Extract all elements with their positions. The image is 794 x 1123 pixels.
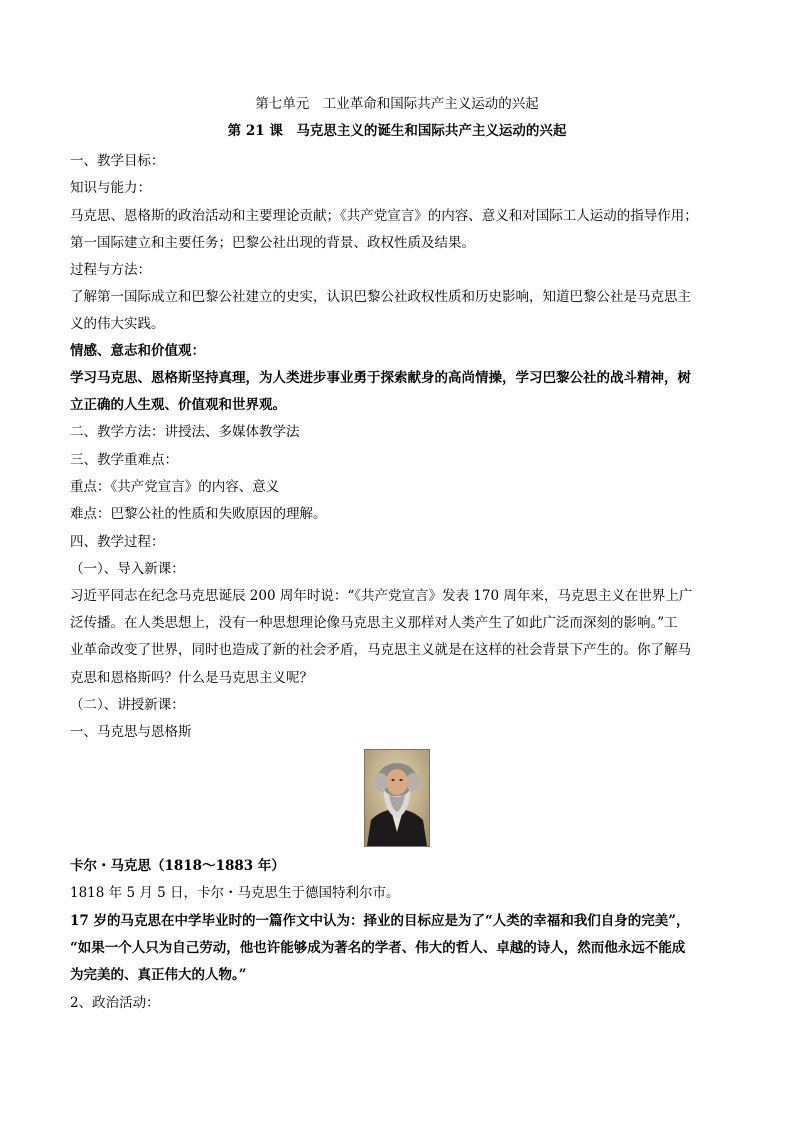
- unit-title: 第七单元 工业革命和国际共产主义运动的兴起: [255, 96, 539, 112]
- paragraph-line: “如果一个人只为自己劳动，他也许能够成为著名的学者、伟大的哲人、卓越的诗人，然而他永远不能成: [70, 940, 686, 956]
- paragraph-line: 泛传播。在人类思想上，没有一种思想理论像马克思主义那样对人类产生了如此广泛而深刻的影响。”工: [70, 615, 678, 631]
- paragraph-line: 义的伟大实践。: [70, 316, 165, 332]
- subheading-marx-engels: 一、马克思与恩格斯: [70, 724, 192, 740]
- paragraph-line: 1818 年 5 月 5 日，卡尔・马克思生于德国特利尔市。: [70, 885, 400, 901]
- subheading-political-activities: 2、政治活动：: [70, 995, 160, 1011]
- subheading-new-lesson: （二）、讲授新课：: [70, 697, 185, 713]
- lesson-title: 第 21 课 马克思主义的诞生和国际共产主义运动的兴起: [227, 123, 567, 139]
- paragraph-line: 立正确的人生观、价值观和世界观。: [70, 397, 286, 413]
- subheading-values: 情感、意志和价值观：: [70, 343, 205, 359]
- paragraph-line: 克思和恩格斯吗？什么是马克思主义呢？: [70, 670, 313, 686]
- paragraph-line: 第一国际建立和主要任务；巴黎公社出现的背景、政权性质及结果。: [70, 235, 475, 251]
- section-heading-objectives: 一、教学目标：: [70, 153, 165, 169]
- subheading-process: 过程与方法：: [70, 262, 151, 278]
- paragraph-line: 17 岁的马克思在中学毕业时的一篇作文中认为：择业的目标应是为了“人类的幸福和我们自身的完美”，: [70, 913, 690, 929]
- paragraph-line: 了解第一国际成立和巴黎公社建立的史实，认识巴黎公社政权性质和历史影响，知道巴黎公社是马克思主: [70, 289, 691, 305]
- paragraph-line: 马克思、恩格斯的政治活动和主要理论贡献；《共产党宣言》的内容、意义和对国际工人运动的指导作用；: [70, 208, 698, 224]
- section-heading-key-points: 三、教学重难点：: [70, 452, 178, 468]
- subheading-knowledge: 知识与能力：: [70, 180, 151, 196]
- paragraph-line: 难点：巴黎公社的性质和失败原因的理解。: [70, 506, 327, 522]
- paragraph-line: 业革命改变了世界，同时也造成了新的社会矛盾，马克思主义就是在这样的社会背景下产生的。你了解马: [70, 642, 691, 658]
- paragraph-line: 学习马克思、恩格斯坚持真理，为人类进步事业勇于探索献身的高尚情操，学习巴黎公社的战斗精神，树: [70, 370, 691, 386]
- paragraph-line: 为完美的、真正伟大的人物。”: [70, 967, 247, 983]
- paragraph-line: 习近平同志在纪念马克思诞辰 200 周年时说：“《共产党宣言》发表 170 周年来，马克思主义在世界上广: [70, 588, 693, 604]
- marx-portrait-image: [364, 749, 430, 847]
- subheading-intro: （一）、导入新课：: [70, 561, 185, 577]
- portrait-caption: 卡尔・马克思（1818～1883 年）: [70, 858, 285, 874]
- paragraph-line: 重点：《共产党宣言》的内容、意义: [70, 479, 280, 495]
- section-heading-methods: 二、教学方法：讲授法、多媒体教学法: [70, 424, 300, 440]
- section-heading-process: 四、教学过程：: [70, 534, 165, 550]
